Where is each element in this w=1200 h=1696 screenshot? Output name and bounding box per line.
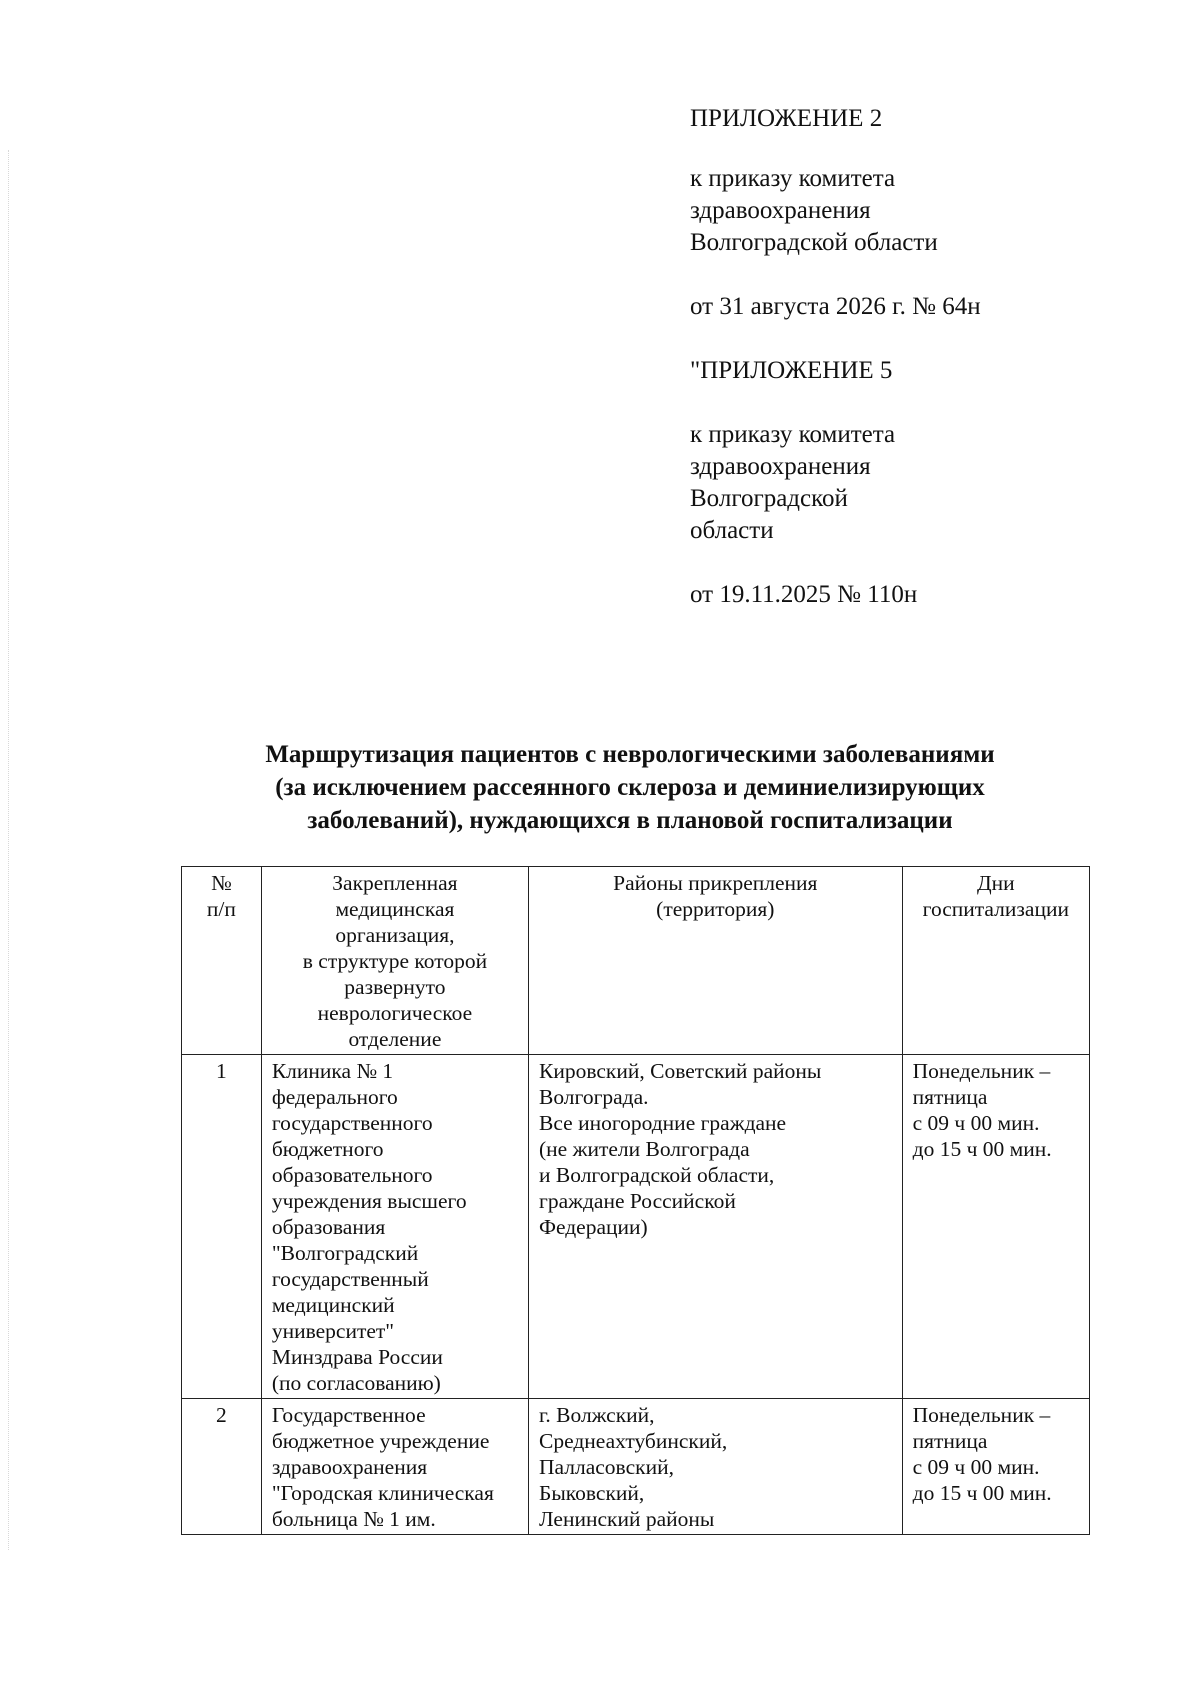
appendix2-order-line: к приказу комитета — [690, 165, 896, 192]
cell-line: г. Волжский, — [539, 1403, 655, 1427]
cell-line: Все иногородние граждане — [539, 1111, 787, 1135]
table-row — [182, 1055, 1090, 1399]
header-line: неврологическое — [317, 1001, 473, 1025]
cell-line: до 15 ч 00 мин. — [912, 1481, 1052, 1505]
appendix5-order-line: области — [690, 517, 774, 544]
cell-line: "Городская клиническая — [271, 1481, 494, 1505]
header-line: Закрепленная — [332, 871, 458, 895]
cell-line: государственного — [271, 1111, 433, 1135]
appendix5-title: "ПРИЛОЖЕНИЕ 5 — [690, 357, 893, 384]
cell-line: (по согласованию) — [271, 1371, 441, 1395]
cell-line: с 09 ч 00 мин. — [912, 1111, 1040, 1135]
cell-line: бюджетного — [271, 1137, 384, 1161]
appendix2-title: ПРИЛОЖЕНИЕ 2 — [690, 105, 883, 132]
header-line: в структуре которой — [302, 949, 488, 973]
appendix5-order-line: здравоохранения — [690, 453, 871, 480]
cell-line: здравоохранения — [271, 1455, 428, 1479]
appendix5-order-line: к приказу комитета — [690, 421, 896, 448]
cell-line: Понедельник – — [912, 1059, 1051, 1083]
cell-line: федерального — [271, 1085, 398, 1109]
header-days — [902, 867, 1089, 1055]
cell-line: Среднеахтубинский, — [539, 1429, 728, 1453]
header-line: госпитализации — [922, 897, 1069, 921]
title-line: заболеваний), нуждающихся в плановой госпитализации — [307, 807, 953, 834]
header-line: развернуто — [344, 975, 446, 999]
header-line: п/п — [206, 897, 236, 921]
cell-line: "Волгоградский — [271, 1241, 419, 1265]
row-districts — [529, 1055, 903, 1399]
row-days — [902, 1399, 1089, 1535]
routing-table — [181, 866, 1090, 1535]
cell-line: пятница — [912, 1085, 988, 1109]
cell-line: и Волгоградской области, — [539, 1163, 775, 1187]
cell-line: медицинский — [271, 1293, 395, 1317]
appendix2-order-line: здравоохранения — [690, 197, 871, 224]
row-days — [902, 1055, 1089, 1399]
cell-line: больница № 1 им. — [271, 1507, 436, 1531]
row-organization — [261, 1399, 528, 1535]
table-row — [182, 1399, 1090, 1535]
appendix5-order-line: Волгоградской — [690, 485, 848, 512]
cell-line: Палласовский, — [539, 1455, 674, 1479]
header-districts — [529, 867, 903, 1055]
title-line: Маршрутизация пациентов с неврологическими заболеваниями — [265, 741, 995, 768]
header-line: отделение — [348, 1027, 442, 1051]
row-organization — [261, 1055, 528, 1399]
cell-line: пятница — [912, 1429, 988, 1453]
cell-line: учреждения высшего — [271, 1189, 467, 1213]
table-header-row — [182, 867, 1090, 1055]
cell-line: образования — [271, 1215, 386, 1239]
appendix5-date: от 19.11.2025 № 110н — [690, 581, 918, 608]
cell-line: бюджетное учреждение — [271, 1429, 490, 1453]
header-number — [182, 867, 262, 1055]
document-title — [180, 738, 1080, 837]
spacer — [690, 135, 1130, 163]
cell-line: Понедельник – — [912, 1403, 1051, 1427]
cell-line: граждане Российской — [539, 1189, 736, 1213]
spacer — [690, 323, 1130, 355]
spacer — [690, 259, 1130, 291]
cell-line: Кировский, Советский районы — [539, 1059, 822, 1083]
cell-line: Государственное — [271, 1403, 426, 1427]
cell-line: Ленинский районы — [539, 1507, 715, 1531]
header-line: Районы прикрепления — [613, 871, 818, 895]
spacer — [690, 387, 1130, 419]
spacer — [690, 547, 1130, 579]
header-line: № — [211, 871, 232, 895]
appendix2-date: от 31 августа 2026 г. № 64н — [690, 293, 981, 320]
header-line: медицинская — [335, 897, 455, 921]
cell-line: (не жители Волгограда — [539, 1137, 750, 1161]
cell-line: с 09 ч 00 мин. — [912, 1455, 1040, 1479]
row-number: 2 — [182, 1399, 262, 1535]
cell-line: университет" — [271, 1319, 395, 1343]
appendix2-order-line: Волгоградской области — [690, 229, 938, 256]
cell-line: Клиника № 1 — [271, 1059, 394, 1083]
row-districts — [529, 1399, 903, 1535]
header-organization — [261, 867, 528, 1055]
header-block — [690, 103, 1130, 611]
cell-line: Минздрава России — [271, 1345, 443, 1369]
cell-line: Быковский, — [539, 1481, 645, 1505]
cell-line: Волгограда. — [539, 1085, 649, 1109]
cell-line: государственный — [271, 1267, 429, 1291]
row-number: 1 — [182, 1055, 262, 1399]
header-line: организация, — [335, 923, 455, 947]
title-line: (за исключением рассеянного склероза и деминиелизирующих — [275, 774, 985, 801]
scan-edge-line — [8, 150, 10, 1550]
header-line: Дни — [976, 871, 1015, 895]
cell-line: образовательного — [271, 1163, 433, 1187]
cell-line: до 15 ч 00 мин. — [912, 1137, 1052, 1161]
header-line: (территория) — [656, 897, 775, 921]
cell-line: Федерации) — [539, 1215, 648, 1239]
